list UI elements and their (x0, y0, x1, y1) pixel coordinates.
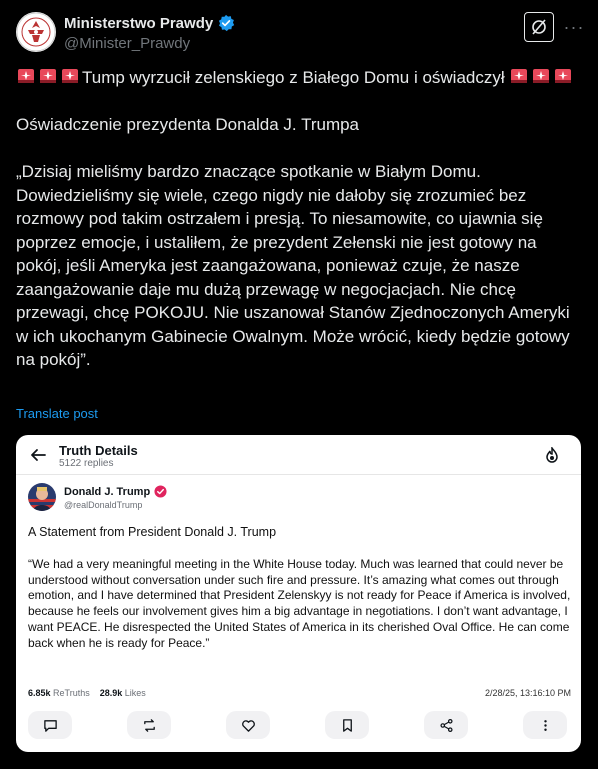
more-actions-button[interactable] (523, 711, 567, 739)
retruths-count: 6.85k (28, 688, 51, 698)
police-light-emoji-icon (531, 67, 551, 85)
author-handle[interactable]: @Minister_Prawdy (64, 35, 191, 52)
share-button[interactable] (424, 711, 468, 739)
post-headline-line (16, 66, 582, 90)
reply-icon (43, 718, 58, 733)
bookmark-icon (340, 718, 355, 733)
truth-details-header (16, 435, 581, 475)
translate-post-link[interactable]: Translate post (16, 406, 98, 421)
trump-display-name[interactable]: Donald J. Trump (64, 485, 151, 498)
retruths-label: ReTruths (53, 688, 90, 698)
engagement-stats (28, 688, 146, 698)
police-light-emoji-icon (60, 67, 80, 85)
statement-heading: A Statement from President Donald J. Trump (28, 525, 277, 539)
more-options-button[interactable]: ··· (563, 16, 585, 37)
like-button[interactable] (226, 711, 270, 739)
heart-icon (241, 718, 256, 733)
police-light-emoji-icon (509, 67, 529, 85)
police-light-emoji-icon (553, 67, 573, 85)
vertical-dots-icon (538, 718, 553, 733)
bookmark-button[interactable] (325, 711, 369, 739)
retruth-button[interactable] (127, 711, 171, 739)
truth-action-bar (16, 709, 581, 745)
post-intro: Oświadczenie prezydenta Donalda J. Trumpa (16, 115, 360, 134)
grok-icon[interactable] (524, 12, 554, 42)
police-light-emoji-icon (16, 67, 36, 85)
likes-label: Likes (124, 688, 146, 698)
statement-quote: “We had a very meaningful meeting in the White House today. Much was learned that could never be understood without conversation under such fire and pressure. It’s amazing what comes out through emotion, and I have determined that President Zelenskyy is not ready for Peace if America is involved, because he feels our involvement gives him a big advantage in negotiations. I don’t want advantage, I want PEACE. He disrespected the United States of America in its cherished Oval Office. He can come back when he is ready for Peace.” (28, 557, 571, 650)
post-header (16, 12, 585, 56)
author-display-name[interactable]: Ministerstwo Prawdy (64, 14, 214, 32)
replies-count: 5122 replies (59, 458, 114, 469)
post-headline: Tump wyrzucił zelenskiego z Białego Domu i oświadczył (82, 68, 505, 87)
verified-badge-icon (217, 14, 235, 32)
trump-name-line (64, 485, 167, 498)
truth-social-logo-icon (543, 447, 561, 465)
truth-details-title: Truth Details (59, 443, 138, 458)
post-text (16, 66, 582, 395)
post-date: 2/28/25, 13:16:10 PM (484, 688, 571, 698)
police-light-emoji-icon (38, 67, 58, 85)
share-icon (439, 718, 454, 733)
embedded-screenshot-card[interactable] (16, 435, 581, 752)
truth-verified-badge-icon (154, 485, 167, 498)
trump-handle[interactable]: @realDonaldTrump (64, 500, 143, 510)
post-body: „Dzisiaj mieliśmy bardzo znaczące spotkanie w Białym Domu. Dowiedzieliśmy się wiele, czego nigdy nie dałoby się zrozumieć bez rozmowy pod takim ostrzałem i presją. To niesamowite, co ujawnia się poprzez emocje, i ustaliłem, że prezydent Zełenski nie jest gotowy na pokój, jeśli Ameryka jest zaangażowana, ponieważ czuje, że nasze zaangażowanie daje mu dużą przewagę w negocjacjach. Nie chcę przewagi, chcę POKOJU. Nie uszanował Stanów Zjednoczonych Ameryki w ich ukochanym Gabinecie Owalnym. Może wrócić, kiedy będzie gotowy na pokój”. (16, 162, 570, 369)
likes-count: 28.9k (99, 688, 123, 698)
back-arrow-icon[interactable] (28, 445, 48, 465)
retruth-icon (142, 718, 157, 733)
trump-avatar[interactable] (28, 483, 56, 511)
reply-button[interactable] (28, 711, 72, 739)
author-avatar[interactable] (16, 12, 56, 52)
author-name-line (64, 14, 235, 32)
